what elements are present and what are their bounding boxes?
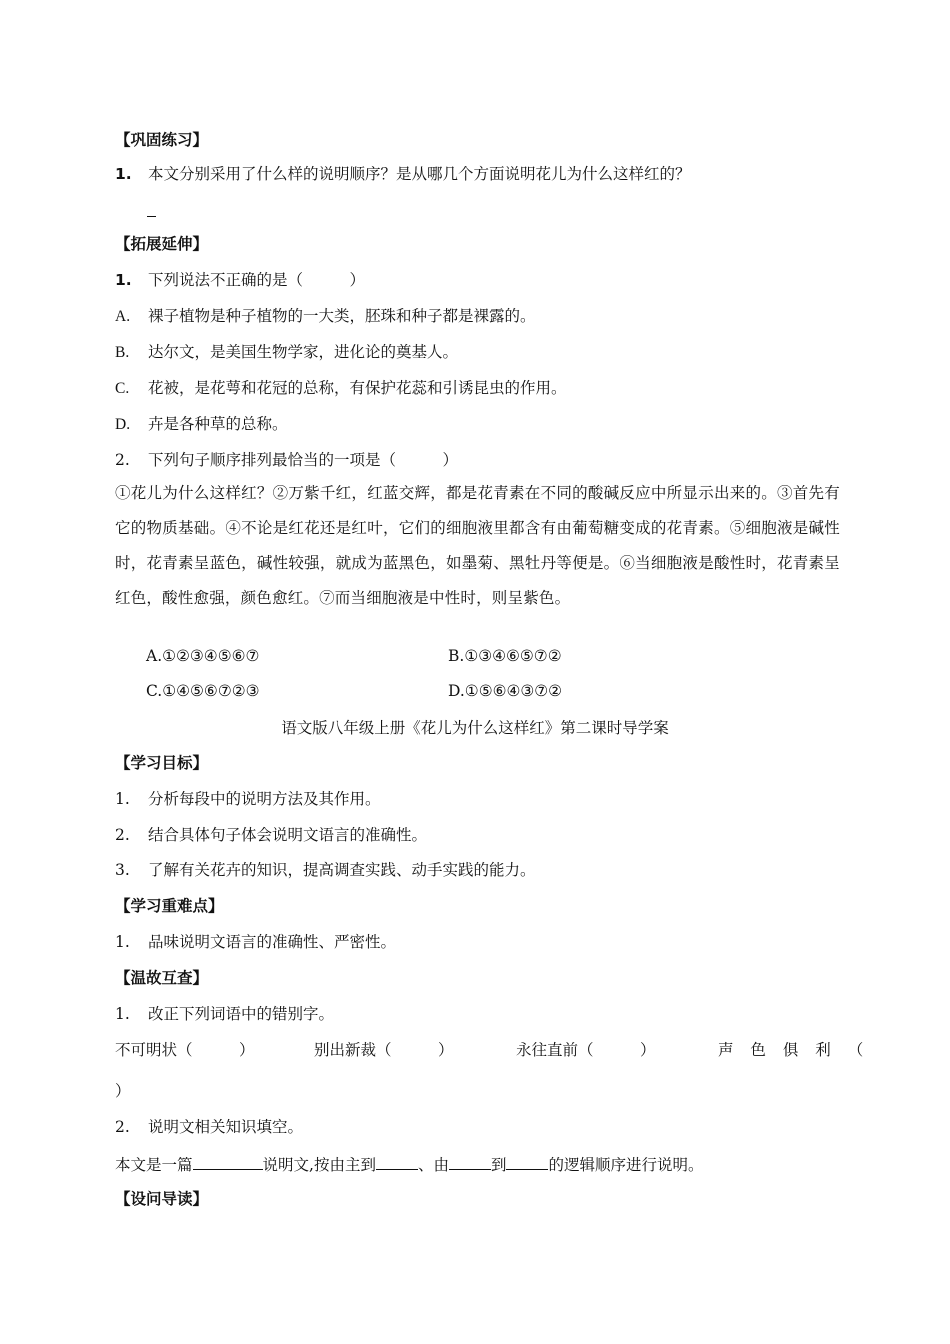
sentence-passage: ①花儿为什么这样红？②万紫千红，红蓝交辉，都是花青素在不同的酸碱反应中所显示出来的。③首先有它的物质基础。④不论是红花还是红叶，它们的细胞液里都含有由葡萄糖变成的花青素。⑤细胞液是碱性时，花青素呈蓝色，碱性较强，就成为蓝黑色，如墨菊、黑牡丹等便是。⑥当细胞液是酸性时，花青素呈红色，酸性愈强，颜色愈红。⑦而当细胞液是中性时，则呈紫色。 [115, 484, 840, 607]
option-text: 裸子植物是种子植物的一大类，胚珠和种子都是裸露的。 [148, 307, 536, 325]
item-text: 了解有关花卉的知识，提高调查实践、动手实践的能力。 [148, 861, 536, 879]
option-label: C. [115, 380, 130, 397]
word-item: 别出新裁（ ） [314, 1041, 454, 1059]
choice-c: C.①④⑤⑥⑦②③ [146, 682, 260, 700]
question-number: 2. [115, 451, 130, 469]
option-d [115, 414, 288, 435]
item-number: 1. [115, 790, 130, 808]
question-text: 下列句子顺序排列最恰当的一项是（ ） [148, 451, 459, 469]
word-item: 声 色 俱 利 （ [718, 1041, 870, 1059]
question-number: 1. [115, 1005, 130, 1023]
choice-a: A.①②③④⑤⑥⑦ [146, 647, 260, 665]
question-number: 2. [115, 1118, 130, 1136]
section-heading-key-points: 【学习重难点】 [115, 897, 224, 915]
word-item: 不可明状（ ） [115, 1041, 255, 1059]
question-number: 1. [115, 271, 132, 289]
option-label: A. [115, 308, 131, 325]
option-label: B. [115, 344, 130, 361]
blank-line[interactable] [449, 1153, 491, 1170]
question-2 [115, 450, 458, 470]
item-number: 1. [115, 933, 130, 951]
option-c [115, 378, 567, 399]
question-text: 下列说法不正确的是（ ） [148, 271, 366, 289]
item-text: 分析每段中的说明方法及其作用。 [148, 790, 381, 808]
item-number: 3. [115, 861, 130, 879]
section-heading-consolidation: 【巩固练习】 [115, 131, 209, 149]
question-text: 说明文相关知识填空。 [148, 1118, 304, 1136]
fill-in-sentence [115, 1153, 704, 1175]
question-1 [115, 164, 691, 184]
blank-line[interactable] [506, 1153, 548, 1170]
list-item [115, 932, 396, 952]
list-item [115, 789, 381, 809]
choice-d: D.①⑤⑥④③⑦② [448, 682, 563, 700]
option-label: D. [115, 416, 131, 433]
word-item: 永往直前（ ） [516, 1041, 656, 1059]
question-1 [115, 270, 365, 290]
question-1 [115, 1004, 334, 1024]
item-number: 2. [115, 826, 130, 844]
question-2 [115, 1117, 303, 1137]
fill-text: 的逻辑顺序进行说明。 [548, 1156, 704, 1174]
section-heading-goals: 【学习目标】 [115, 754, 209, 772]
question-number: 1. [115, 165, 132, 183]
question-text: 本文分别采用了什么样的说明顺序？是从哪几个方面说明花儿为什么这样红的？ [148, 165, 691, 183]
text-cursor-mark [147, 216, 156, 217]
choice-b: B.①③④⑥⑤⑦② [448, 647, 562, 665]
option-a [115, 306, 536, 327]
word-item-tail: ） [115, 1082, 131, 1100]
section-heading-review: 【温故互查】 [115, 969, 209, 987]
fill-text: 到 [490, 1156, 507, 1174]
option-b [115, 342, 458, 363]
section-heading-guided-reading: 【设问导读】 [115, 1190, 209, 1208]
fill-text: 说明文,按由主到 [262, 1156, 376, 1174]
option-text: 达尔文，是美国生物学家，进化论的奠基人。 [148, 343, 459, 361]
blank-line[interactable] [376, 1153, 418, 1170]
question-text: 改正下列词语中的错别字。 [148, 1005, 335, 1023]
blank-line[interactable] [193, 1153, 263, 1170]
page-title: 语文版八年级上册《花儿为什么这样红》第二课时导学案 [281, 719, 669, 737]
item-text: 结合具体句子体会说明文语言的准确性。 [148, 826, 428, 844]
option-text: 花被，是花萼和花冠的总称，有保护花蕊和引诱昆虫的作用。 [148, 379, 567, 397]
section-heading-extension: 【拓展延伸】 [115, 235, 209, 253]
fill-text: 、由 [417, 1156, 449, 1174]
list-item [115, 825, 427, 845]
fill-text: 本文是一篇 [115, 1156, 193, 1174]
list-item [115, 860, 536, 880]
item-text: 品味说明文语言的准确性、严密性。 [148, 933, 397, 951]
option-text: 卉是各种草的总称。 [148, 415, 288, 433]
